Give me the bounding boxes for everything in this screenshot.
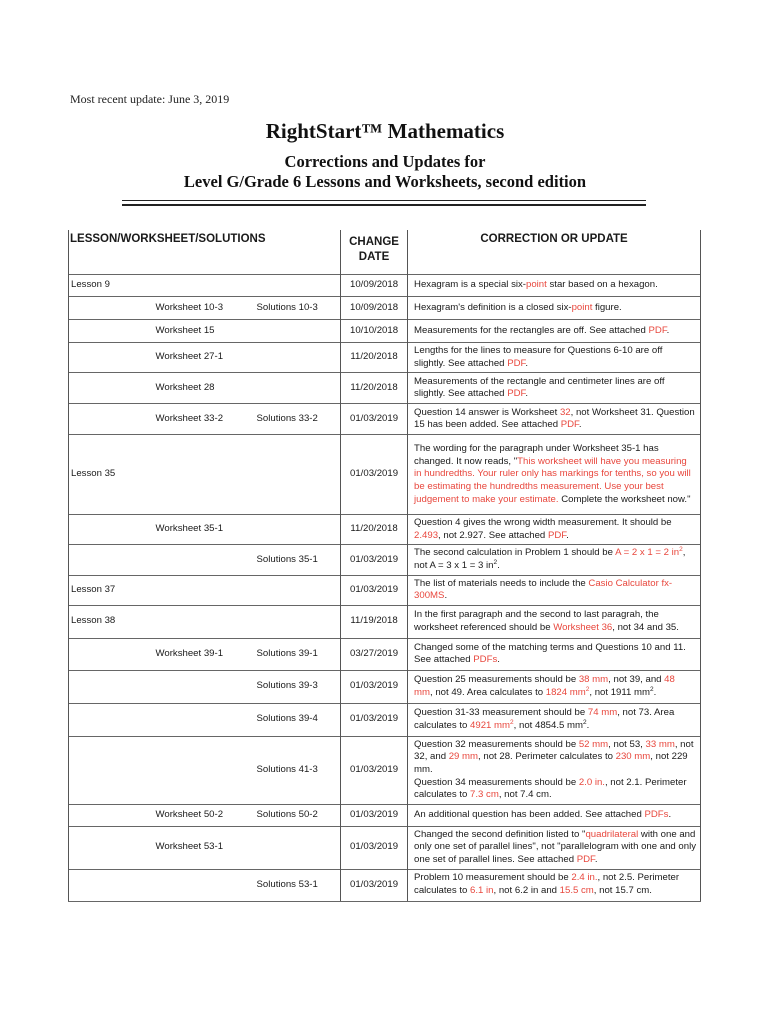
lesson-cell: Lesson 38 — [69, 605, 155, 638]
solutions-cell: Solutions 50-2 — [256, 804, 341, 826]
worksheet-cell: Worksheet 35-1 — [155, 515, 256, 545]
correction-text: . — [444, 590, 448, 602]
doc-title: RightStart™ Mathematics — [265, 119, 505, 143]
correction-text: Lengths for the lines to measure for Questions 6-10 are off slightly. See attached — [414, 345, 663, 369]
correction-highlight: 48 mm — [414, 674, 675, 698]
correction-cell — [408, 275, 701, 297]
lesson-cell — [69, 826, 155, 869]
change-date-cell: 03/27/2019 — [341, 638, 408, 670]
change-date-cell: 01/03/2019 — [341, 670, 408, 703]
change-date-cell: 01/03/2019 — [341, 575, 408, 605]
title-divider-top — [122, 200, 646, 201]
lesson-cell — [69, 736, 155, 804]
correction-highlight: 33 mm — [645, 738, 675, 750]
correction-text: , not 39, and — [608, 674, 665, 686]
solutions-cell: Solutions 39-3 — [256, 670, 341, 703]
title-divider-bottom — [122, 204, 646, 206]
correction-text: Changed the second definition listed to " — [414, 828, 586, 840]
table-row — [69, 373, 701, 404]
solutions-cell: Solutions 39-1 — [256, 638, 341, 670]
worksheet-cell: Worksheet 53-1 — [155, 826, 256, 869]
table-row — [69, 275, 701, 297]
lesson-cell — [69, 545, 155, 575]
correction-cell — [408, 343, 701, 373]
change-date-cell: 11/20/2018 — [341, 515, 408, 545]
correction-text: , not 2.5. Perimeter calculates to — [414, 872, 680, 896]
table-row — [69, 404, 701, 435]
lesson-cell — [69, 703, 155, 736]
solutions-cell — [256, 343, 341, 373]
lesson-cell — [69, 343, 155, 373]
change-date-cell: 10/09/2018 — [341, 297, 408, 320]
update-date: Most recent update: June 3, 2019 — [70, 92, 230, 106]
correction-highlight: 32 — [559, 406, 571, 418]
solutions-cell: Solutions 53-1 — [256, 869, 341, 901]
solutions-cell — [256, 275, 341, 297]
header-change-label: CHANGE — [349, 236, 399, 248]
correction-text: 2 — [650, 685, 654, 693]
worksheet-cell — [155, 435, 256, 515]
correction-highlight: quadrilateral — [585, 828, 639, 840]
correction-text: . — [525, 357, 528, 369]
worksheet-cell — [155, 605, 256, 638]
solutions-cell — [256, 373, 341, 404]
correction-highlight: 52 mm — [578, 738, 609, 750]
solutions-cell: Solutions 35-1 — [256, 545, 341, 575]
lesson-cell: Lesson 9 — [69, 275, 155, 297]
lesson-cell: Lesson 35 — [69, 435, 155, 515]
lesson-cell — [69, 404, 155, 435]
correction-text: Hexagram's definition is a closed six- — [414, 301, 572, 313]
correction-text: Question 31-33 measurement should be — [414, 707, 588, 719]
correction-cell — [408, 605, 701, 638]
doc-subtitle-2: Level G/Grade 6 Lessons and Worksheets, second edition — [183, 172, 587, 191]
correction-highlight: PDF — [648, 324, 667, 336]
correction-text: , not 6.2 in and — [493, 885, 560, 896]
correction-cell — [408, 736, 701, 804]
correction-cell — [408, 320, 701, 343]
correction-cell — [408, 435, 701, 515]
change-date-cell: 11/19/2018 — [341, 605, 408, 638]
correction-cell — [408, 703, 701, 736]
correction-text: , not 7.4 cm. — [498, 789, 552, 801]
worksheet-cell — [155, 545, 256, 575]
header-change-date — [341, 230, 408, 268]
table-row — [69, 826, 701, 869]
correction-cell — [408, 869, 701, 901]
correction-text: , not 28. Perimeter calculates to — [478, 751, 616, 763]
lesson-cell — [69, 297, 155, 320]
lesson-cell — [69, 670, 155, 703]
correction-text: figure. — [592, 301, 622, 313]
correction-text: An additional question has been added. See attached — [414, 808, 645, 820]
correction-text: , not 229 mm. — [414, 751, 688, 775]
solutions-cell — [256, 826, 341, 869]
correction-text: Problem 10 measurement should be — [414, 872, 572, 884]
change-date-cell: 01/03/2019 — [341, 435, 408, 515]
correction-cell — [408, 804, 701, 826]
correction-highlight: 1824 mm — [545, 686, 586, 698]
table-row — [69, 804, 701, 826]
correction-highlight: 38 mm — [578, 674, 609, 686]
correction-text: 2 — [493, 558, 498, 566]
correction-text: Question 32 measurements should be — [414, 738, 579, 750]
solutions-cell: Solutions 39-4 — [256, 703, 341, 736]
correction-text: , not 15.7 cm. — [593, 885, 652, 896]
correction-highlight: PDF — [507, 357, 526, 369]
worksheet-cell: Worksheet 15 — [155, 320, 256, 343]
table-row — [69, 605, 701, 638]
solutions-cell — [256, 320, 341, 343]
worksheet-cell: Worksheet 33-2 — [155, 404, 256, 435]
worksheet-cell — [155, 670, 256, 703]
table-row — [69, 297, 701, 320]
table-row — [69, 638, 701, 670]
correction-text: . — [497, 559, 500, 571]
correction-cell — [408, 515, 701, 545]
worksheet-cell: Worksheet 10-3 — [155, 297, 256, 320]
correction-highlight: PDFs — [644, 808, 669, 820]
correction-text: . — [586, 719, 590, 731]
correction-text: Question 34 measurements should be — [414, 776, 579, 788]
lesson-cell — [69, 869, 155, 901]
correction-highlight: This worksheet will have you measuring in hundredths. Your ruler only has markings for tenths, so you will be estimating the hundredths measurement. Use your best judgement to make your estimate. — [414, 455, 691, 505]
correction-cell — [408, 404, 701, 435]
change-date-cell: 10/10/2018 — [341, 320, 408, 343]
table-row — [69, 515, 701, 545]
doc-subtitle-1: Corrections and Updates for — [284, 152, 486, 171]
worksheet-cell — [155, 275, 256, 297]
change-date-cell: 01/03/2019 — [341, 804, 408, 826]
change-date-cell: 11/20/2018 — [341, 373, 408, 404]
correction-text: , not 32, and — [414, 738, 694, 763]
lesson-cell — [69, 804, 155, 826]
lesson-cell — [69, 638, 155, 670]
solutions-cell — [256, 605, 341, 638]
correction-highlight: PDF — [560, 419, 579, 431]
correction-cell — [408, 297, 701, 320]
correction-text: Question 14 answer is Worksheet — [414, 406, 560, 418]
correction-highlight: PDF — [576, 853, 595, 865]
corrections-table — [68, 230, 701, 902]
correction-highlight: 2.0 in. — [578, 776, 605, 788]
correction-highlight: 2.493 — [414, 529, 439, 541]
table-row — [69, 670, 701, 703]
worksheet-cell — [155, 869, 256, 901]
solutions-cell — [256, 515, 341, 545]
lesson-cell — [69, 515, 155, 545]
table-row — [69, 869, 701, 901]
correction-text: The list of materials needs to include the — [414, 577, 589, 589]
correction-text: The second calculation in Problem 1 should be — [414, 547, 616, 559]
header-lesson: LESSON/WORKSHEET/SOLUTIONS — [69, 230, 341, 268]
change-date-cell: 01/03/2019 — [341, 703, 408, 736]
correction-text: Question 4 gives the wrong width measurement. It should be — [414, 517, 672, 529]
correction-text: star based on a hexagon. — [546, 279, 658, 291]
correction-highlight: 4921 mm — [470, 719, 511, 731]
correction-text: Question 25 measurements should be — [414, 674, 579, 686]
worksheet-cell: Worksheet 39-1 — [155, 638, 256, 670]
correction-highlight: 2.4 in. — [571, 872, 598, 884]
correction-text: In the first paragraph and the second to last paragrah, the worksheet referenced should be — [414, 609, 659, 633]
correction-cell — [408, 670, 701, 703]
solutions-cell: Solutions 33-2 — [256, 404, 341, 435]
correction-highlight: 29 mm — [448, 751, 479, 763]
correction-text: Changed some of the matching terms and Questions 10 and 11. See attached — [414, 641, 686, 666]
correction-highlight: 7.3 cm — [470, 789, 499, 801]
header-correction: CORRECTION OR UPDATE — [408, 230, 701, 268]
table-row — [69, 320, 701, 343]
correction-cell — [408, 575, 701, 605]
correction-text: . — [653, 686, 657, 698]
lesson-cell — [69, 373, 155, 404]
correction-text: . — [668, 808, 672, 820]
correction-text: . — [578, 419, 582, 431]
worksheet-cell: Worksheet 27-1 — [155, 343, 256, 373]
correction-text: . — [497, 654, 500, 666]
correction-cell — [408, 826, 701, 869]
correction-text: with one and only one set of parallel lines", not "parallelogram with one and only one set of parallel lines. See attached — [414, 828, 697, 865]
correction-text: , not 73. Area calculates to — [414, 707, 675, 731]
solutions-cell — [256, 435, 341, 515]
lesson-cell — [69, 320, 155, 343]
table-row — [69, 343, 701, 373]
correction-highlight: PDFs — [473, 654, 498, 666]
header-date-label: DATE — [358, 251, 390, 263]
correction-highlight: Casio Calculator fx-300MS — [414, 577, 673, 602]
correction-text: , not A = 3 x 1 = 3 in — [414, 547, 686, 571]
correction-text: The wording for the paragraph under Worksheet 35-1 has changed. It now reads, " — [414, 443, 659, 467]
worksheet-cell — [155, 703, 256, 736]
correction-text: , not 1911 mm — [589, 686, 650, 698]
solutions-cell: Solutions 10-3 — [256, 297, 341, 320]
correction-text: , not 2.927. See attached — [438, 529, 548, 541]
change-date-cell: 01/03/2019 — [341, 736, 408, 804]
worksheet-cell: Worksheet 50-2 — [155, 804, 256, 826]
change-date-cell: 01/03/2019 — [341, 869, 408, 901]
correction-text: , not 4854.5 mm — [513, 719, 583, 731]
table-header-row — [69, 230, 701, 268]
correction-cell — [408, 638, 701, 670]
correction-text: . — [594, 853, 598, 865]
table-row — [69, 545, 701, 575]
correction-highlight: Worksheet 36 — [553, 621, 613, 633]
correction-highlight: PDF — [507, 388, 526, 400]
table-row — [69, 435, 701, 515]
worksheet-cell — [155, 575, 256, 605]
change-date-cell: 10/09/2018 — [341, 275, 408, 297]
change-date-cell: 11/20/2018 — [341, 343, 408, 373]
change-date-cell: 01/03/2019 — [341, 826, 408, 869]
correction-highlight: 2 — [510, 718, 514, 726]
correction-text: Measurements of the rectangle and centimeter lines are off slightly. See attached — [414, 375, 665, 400]
correction-text: , not 49. Area calculates to — [430, 686, 546, 698]
correction-text: Complete the worksheet now." — [558, 493, 691, 505]
lesson-cell: Lesson 37 — [69, 575, 155, 605]
solutions-cell — [256, 575, 341, 605]
table-row — [69, 703, 701, 736]
change-date-cell: 01/03/2019 — [341, 404, 408, 435]
correction-cell — [408, 545, 701, 575]
table-row — [69, 736, 701, 804]
correction-highlight: 6.1 in — [470, 885, 494, 896]
correction-text: Measurements for the rectangles are off. See attached — [414, 324, 649, 336]
correction-text: , not 34 and 35. — [612, 621, 679, 633]
change-date-cell: 01/03/2019 — [341, 545, 408, 575]
solutions-cell: Solutions 41-3 — [256, 736, 341, 804]
worksheet-cell — [155, 736, 256, 804]
correction-text: . — [566, 529, 569, 541]
correction-highlight: 15.5 cm — [559, 885, 594, 896]
correction-highlight: A = 2 x 1 = 2 in — [615, 547, 680, 559]
correction-text: . — [666, 324, 670, 336]
correction-highlight: 2 — [679, 546, 683, 554]
correction-text: , not 53, — [608, 738, 646, 750]
correction-highlight: point — [571, 301, 593, 313]
correction-highlight: 2 — [585, 685, 590, 693]
worksheet-cell: Worksheet 28 — [155, 373, 256, 404]
correction-highlight: point — [526, 279, 547, 291]
correction-highlight: 74 mm — [587, 707, 618, 719]
correction-text: . — [525, 388, 528, 400]
correction-highlight: PDF — [547, 529, 567, 541]
correction-text: Hexagram is a special six- — [414, 279, 526, 291]
correction-text: , not 2.1. Perimeter calculates to — [414, 776, 687, 801]
correction-highlight: 230 mm — [615, 751, 651, 763]
correction-text: , not Worksheet 31. Question 15 has been added. See attached — [414, 406, 695, 431]
correction-text: 2 — [582, 718, 587, 726]
correction-cell — [408, 373, 701, 404]
table-row — [69, 575, 701, 605]
